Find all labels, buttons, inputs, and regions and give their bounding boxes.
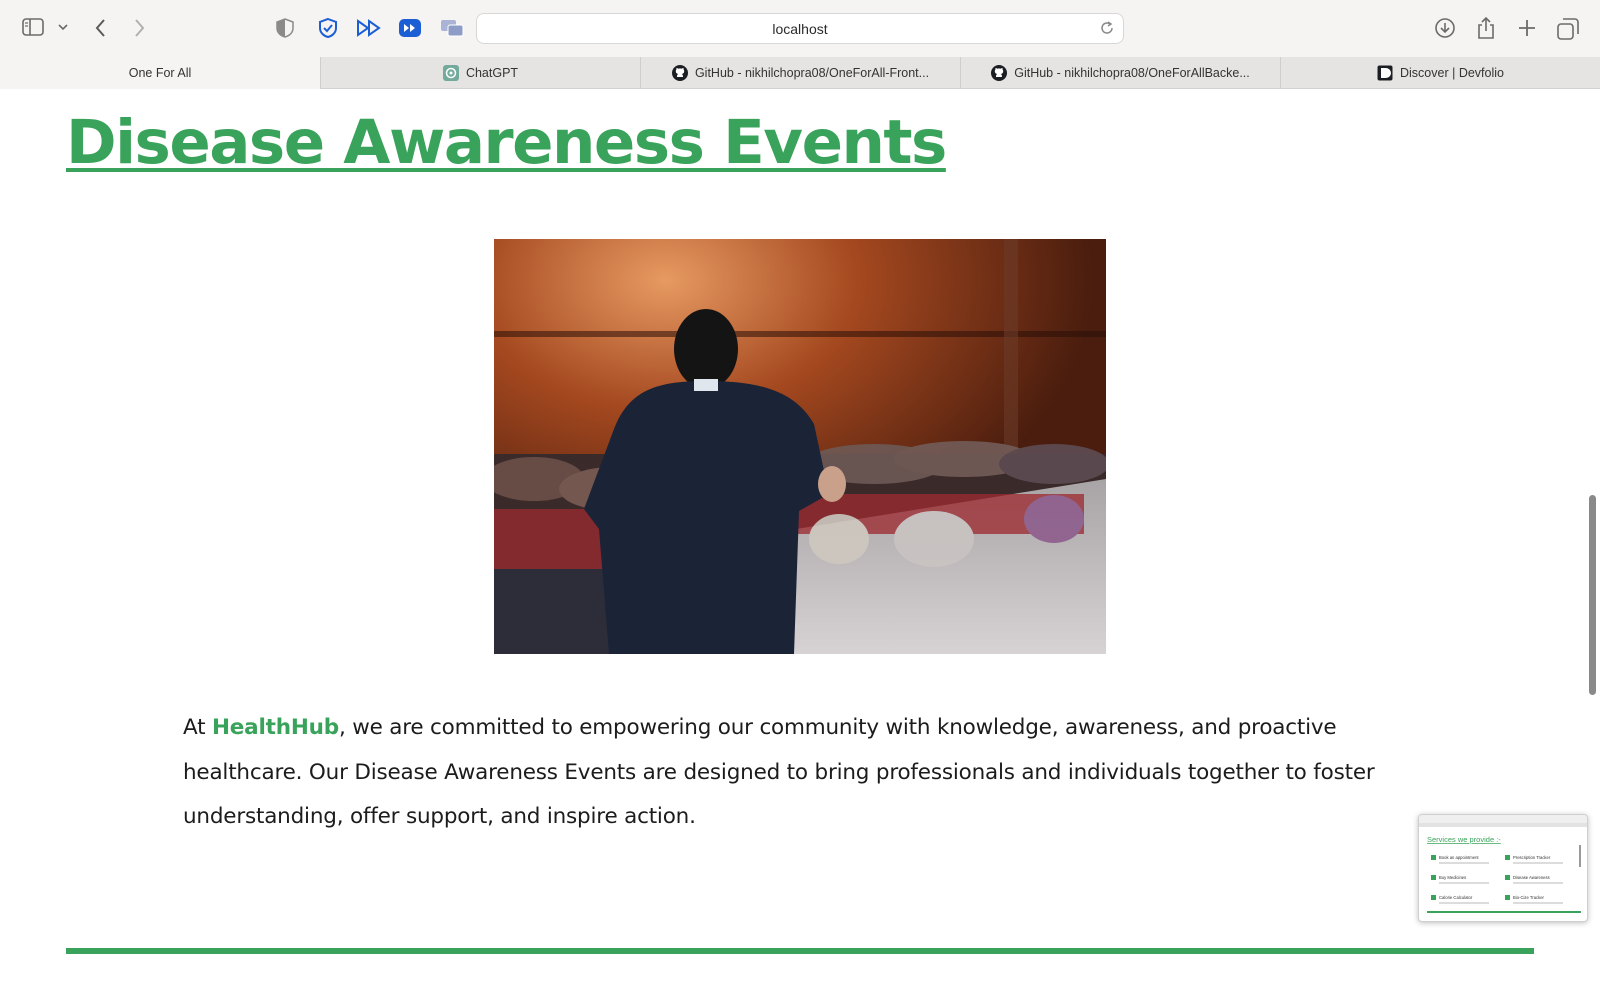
- speed-extension-icon[interactable]: [398, 18, 422, 38]
- intro-paragraph: [183, 706, 1383, 840]
- thumbnail-item: Bio-Cize Tracker: [1513, 895, 1544, 900]
- intro-text: , we are committed to empowering our community with knowledge, awareness, and proactive healthcare. Our Disease Awareness Events are designed to bring professionals and individuals together to foster understanding, offer support, and inspire action.: [183, 715, 1375, 829]
- fast-forward-extension-icon[interactable]: [356, 19, 382, 37]
- downloads-icon[interactable]: [1434, 17, 1456, 39]
- screenshot-thumbnail[interactable]: [1418, 814, 1588, 922]
- bitwarden-extension-icon[interactable]: [317, 17, 339, 39]
- new-tab-icon[interactable]: [1517, 18, 1537, 38]
- chatgpt-icon: [443, 65, 459, 81]
- tab-label: ChatGPT: [465, 66, 519, 80]
- tab-one-for-all[interactable]: [0, 57, 320, 89]
- tab-label: GitHub - nikhilchopra08/OneForAll-Front...: [694, 66, 930, 80]
- thumbnail-item: Prescription Tracker: [1513, 855, 1551, 860]
- browser-toolbar: [0, 0, 1600, 57]
- chevron-down-icon[interactable]: [58, 23, 68, 31]
- privacy-shield-icon[interactable]: [276, 18, 294, 38]
- brand-name: HealthHub: [212, 715, 339, 740]
- tab-github-frontend[interactable]: [640, 57, 960, 89]
- intro-prefix: At: [183, 715, 212, 740]
- tab-label: One For All: [128, 66, 192, 80]
- sidebar-toggle-icon[interactable]: [22, 18, 44, 36]
- thumbnail-item: Book an appointment: [1439, 855, 1479, 860]
- thumbnail-item: Calorie Calculator: [1439, 895, 1473, 900]
- thumbnail-heading: Services we provide :-: [1427, 835, 1501, 844]
- page-title[interactable]: Disease Awareness Events: [66, 107, 946, 178]
- event-photo: [494, 239, 1106, 654]
- reload-icon[interactable]: [1099, 20, 1115, 41]
- tab-overview-icon[interactable]: [1557, 18, 1579, 40]
- github-icon: [991, 65, 1007, 81]
- tab-devfolio[interactable]: [1280, 57, 1600, 89]
- thumbnail-preview: [1419, 815, 1588, 922]
- tab-bar: [0, 57, 1600, 89]
- thumbnail-item: Disease Awareness: [1513, 875, 1550, 880]
- address-bar[interactable]: [476, 13, 1124, 44]
- devfolio-icon: [1377, 65, 1393, 81]
- page-content: [0, 89, 1600, 1000]
- tab-github-backend[interactable]: [960, 57, 1280, 89]
- share-icon[interactable]: [1476, 16, 1496, 40]
- tab-chatgpt[interactable]: [320, 57, 640, 89]
- github-icon: [672, 65, 688, 81]
- forward-icon[interactable]: [134, 18, 146, 38]
- back-icon[interactable]: [94, 18, 106, 38]
- thumbnail-item: Buy Medicines: [1439, 875, 1467, 880]
- tab-label: GitHub - nikhilchopra08/OneForAllBacke...: [1014, 66, 1250, 80]
- picture-in-picture-icon[interactable]: [440, 18, 464, 38]
- page-scrollbar[interactable]: [1589, 495, 1596, 695]
- address-text[interactable]: localhost: [772, 20, 828, 37]
- tab-label: Discover | Devfolio: [1400, 66, 1504, 80]
- section-divider: [66, 948, 1534, 954]
